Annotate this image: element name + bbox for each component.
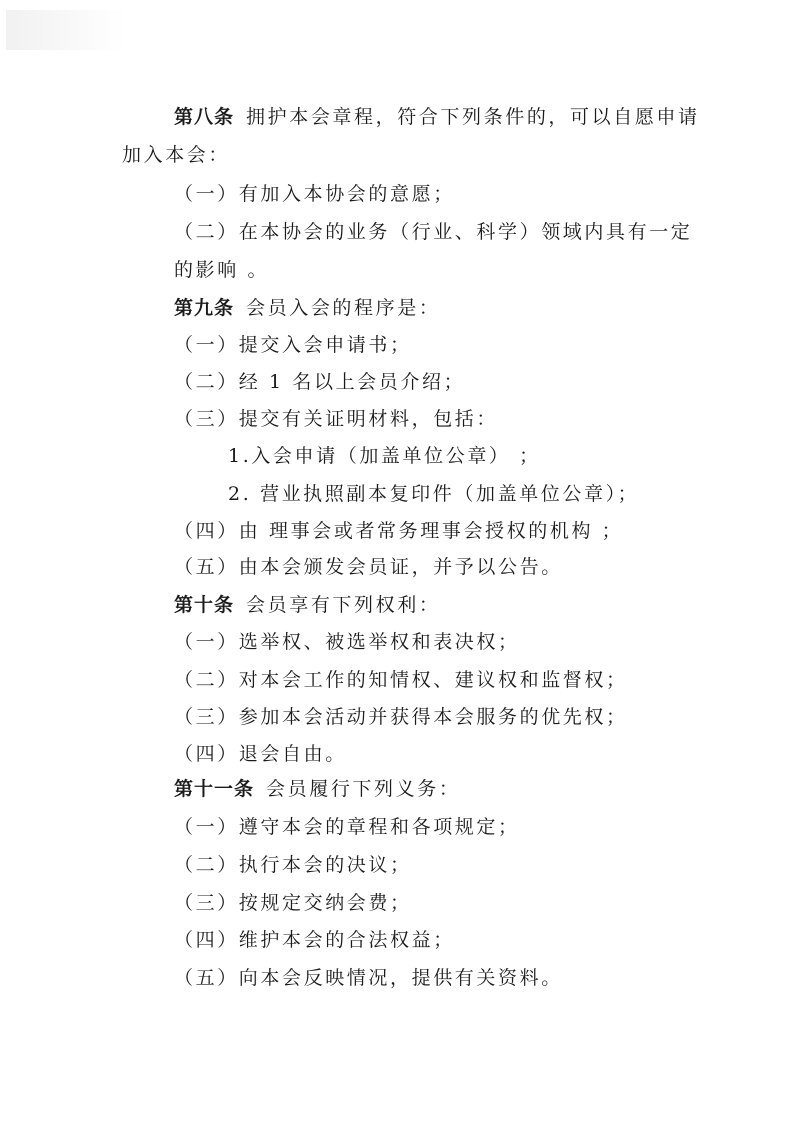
article-8-item-2-continued: 的影响 。 (174, 259, 270, 281)
article-9-item-4: （四）由 理事会或者常务理事会授权的机构 ； (174, 520, 624, 542)
article-11-item-5: （五）向本会反映情况，提供有关资料。 (174, 967, 563, 989)
article-11-heading: 第十一条 (174, 778, 255, 800)
article-9-subitem-1: 1.入会申请（加盖单位公章） ； (228, 445, 541, 467)
article-11-intro: 会员履行下列义务： (266, 778, 461, 800)
article-10-item-1: （一）选举权、被选举权和表决权； (174, 631, 520, 653)
article-9-item-2: （二）经 1 名以上会员介绍； (174, 371, 466, 393)
article-11-line-1 (174, 776, 460, 802)
article-11-item-1: （一）遵守本会的章程和各项规定； (174, 816, 520, 838)
article-8-item-2: （二）在本协会的业务（行业、科学）领域内具有一定 (174, 221, 693, 243)
article-10-line-1 (174, 592, 440, 618)
article-9-item-1: （一）提交入会申请书； (174, 334, 412, 356)
article-9-intro: 会员入会的程序是： (246, 297, 441, 319)
article-9-subitem-2: 2. 营业执照副本复印件（加盖单位公章）； (228, 483, 640, 505)
article-11-item-2: （二）执行本会的决议； (174, 854, 412, 876)
article-8-line-1 (174, 104, 700, 130)
article-10-heading: 第十条 (174, 594, 235, 616)
scan-artifact (6, 10, 126, 50)
article-9-heading: 第九条 (174, 297, 235, 319)
article-10-item-4: （四）退会自由。 (174, 743, 347, 765)
article-8-intro-continued: 加入本会： (122, 144, 231, 166)
article-8-item-1: （一）有加入本协会的意愿； (174, 183, 455, 205)
article-8-intro: 拥护本会章程，符合下列条件的，可以自愿申请 (246, 106, 700, 128)
article-9-line-1 (174, 295, 440, 321)
article-10-item-2: （二）对本会工作的知情权、建议权和监督权； (174, 669, 628, 691)
article-9-item-5: （五）由本会颁发会员证，并予以公告。 (174, 556, 563, 578)
article-10-item-3: （三）参加本会活动并获得本会服务的优先权； (174, 706, 628, 728)
article-8-heading: 第八条 (174, 106, 235, 128)
article-10-intro: 会员享有下列权利： (246, 594, 441, 616)
article-11-item-3: （三）按规定交纳会费； (174, 892, 412, 914)
article-9-item-3: （三）提交有关证明材料，包括： (174, 408, 499, 430)
article-11-item-4: （四）维护本会的合法权益； (174, 929, 455, 951)
